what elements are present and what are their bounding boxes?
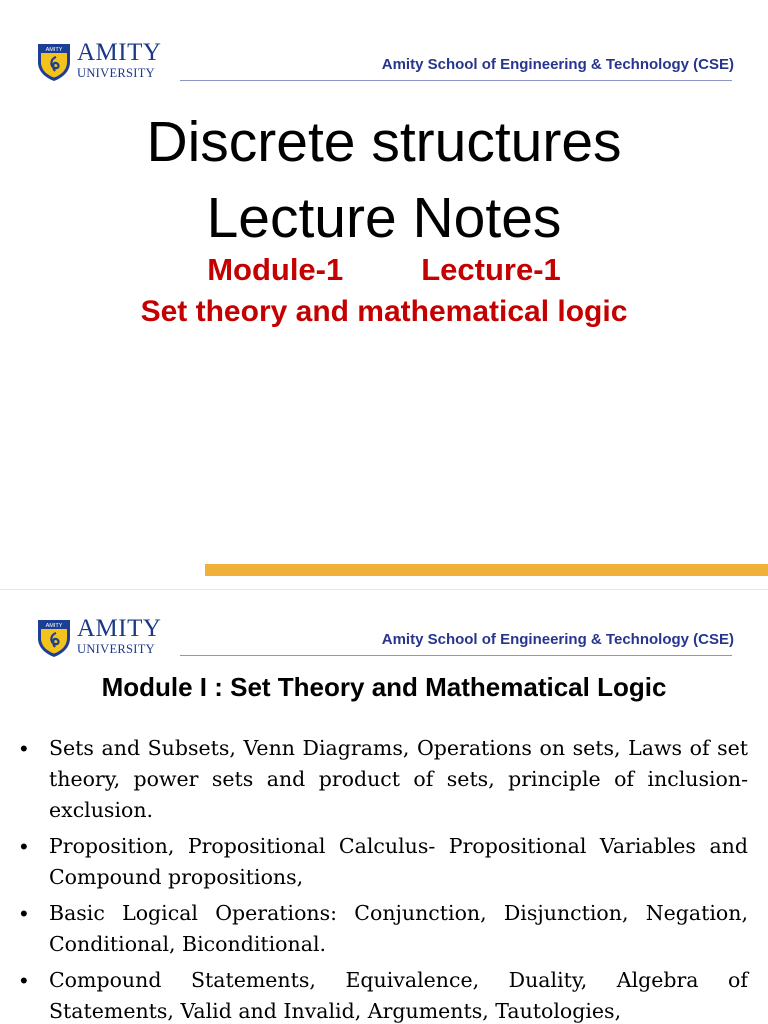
module-heading: Module I : Set Theory and Mathematical Logic <box>101 672 667 702</box>
list-item-text: Compound Statements, Equivalence, Duality, Algebra of Statements, Valid and Invalid, Arguments, Tautologies, <box>49 968 748 1023</box>
list-item-text: Proposition, Propositional Calculus- Propositional Variables and Compound propositions, <box>49 834 748 889</box>
list-item-text: Basic Logical Operations: Conjunction, Disjunction, Negation, Conditional, Biconditional. <box>49 901 748 956</box>
title-line-1: Discrete structures <box>146 110 622 174</box>
bullet-icon: • <box>20 736 28 761</box>
list-item <box>20 965 748 1024</box>
header-divider <box>180 655 732 656</box>
module-lecture-line <box>0 252 768 288</box>
logo-name: AMITY <box>77 39 162 66</box>
lecture-label: Lecture-1 <box>421 252 561 287</box>
bullet-icon: • <box>20 968 28 993</box>
header-divider <box>180 80 732 81</box>
logo-name: AMITY <box>77 615 162 642</box>
logo-subtitle: UNIVERSITY <box>77 66 155 80</box>
amity-logo <box>36 40 171 82</box>
logo-subtitle: UNIVERSITY <box>77 642 155 656</box>
school-name: Amity School of Engineering & Technology (CSE) <box>381 56 734 73</box>
amity-logo <box>36 616 171 658</box>
content-slide <box>0 590 768 1024</box>
list-item-text: Sets and Subsets, Venn Diagrams, Operations on sets, Laws of set theory, power sets and product of sets, principle of inclusion-exclusion. <box>49 736 748 822</box>
svg-text:AMITY: AMITY <box>45 47 63 53</box>
accent-bar <box>205 564 768 576</box>
slide-title <box>0 104 768 256</box>
topic-subtitle: Set theory and mathematical logic <box>140 295 628 328</box>
module-label: Module-1 <box>207 252 344 287</box>
list-item <box>20 733 748 826</box>
bullet-icon: • <box>20 901 28 926</box>
title-line-2: Lecture Notes <box>206 186 562 250</box>
amity-crest-icon <box>36 40 72 82</box>
svg-text:AMITY: AMITY <box>45 623 63 629</box>
syllabus-list <box>20 733 748 1024</box>
list-item <box>20 898 748 960</box>
school-name: Amity School of Engineering & Technology (CSE) <box>381 631 734 648</box>
amity-crest-icon <box>36 616 72 658</box>
bullet-icon: • <box>20 834 28 859</box>
list-item <box>20 831 748 893</box>
